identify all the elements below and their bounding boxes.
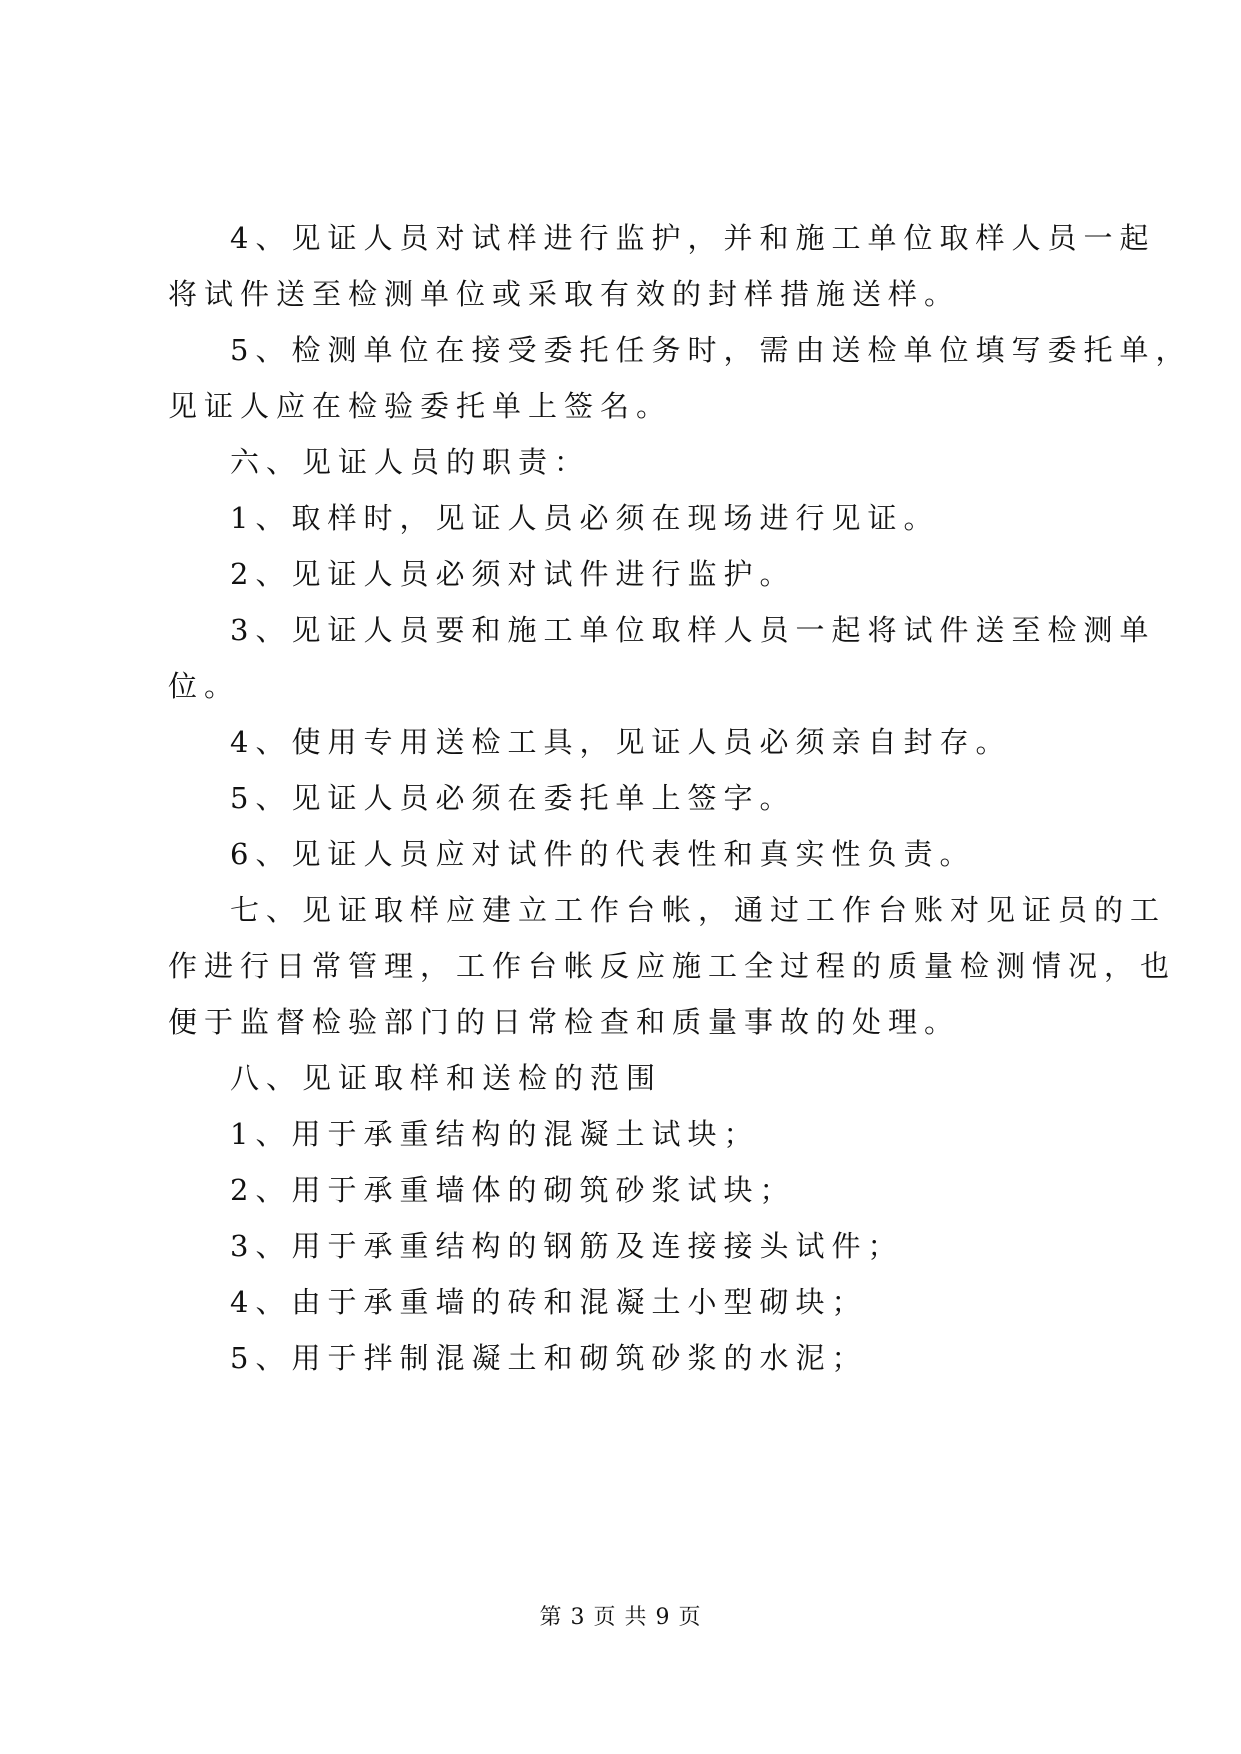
list-item: 1、用于承重结构的混凝土试块；: [230, 1117, 760, 1151]
paragraph-line: 5、检测单位在接受委托任务时，需由送检单位填写委托单，: [230, 333, 1192, 367]
paragraph-line: 1、取样时，见证人员必须在现场进行见证。: [230, 501, 940, 535]
paragraph-line: 4、见证人员对试样进行监护，并和施工单位取样人员一起: [230, 221, 1156, 255]
paragraph-line: 3、见证人员要和施工单位取样人员一起将试件送至检测单: [230, 613, 1156, 647]
paragraph-line: 5、见证人员必须在委托单上签字。: [230, 781, 796, 815]
paragraph-line: 4、使用专用送检工具，见证人员必须亲自封存。: [230, 725, 1012, 759]
paragraph-line: 2、见证人员必须对试件进行监护。: [230, 557, 796, 591]
paragraph-line: 作进行日常管理，工作台帐反应施工全过程的质量检测情况，也: [168, 949, 1177, 983]
list-item: 4、由于承重墙的砖和混凝土小型砌块；: [230, 1285, 868, 1319]
paragraph-line: 位。: [168, 669, 241, 703]
paragraph-line: 6、见证人员应对试件的代表性和真实性负责。: [230, 837, 976, 871]
paragraph-line: 七、见证取样应建立工作台帐，通过工作台账对见证员的工: [230, 893, 1167, 927]
paragraph-line: 将试件送至检测单位或采取有效的封样措施送样。: [168, 277, 961, 311]
list-item: 5、用于拌制混凝土和砌筑砂浆的水泥；: [230, 1341, 868, 1375]
page-footer: 第 3 页 共 9 页: [539, 1605, 702, 1630]
section-heading: 六、见证人员的职责：: [230, 445, 591, 479]
list-item: 3、用于承重结构的钢筋及连接接头试件；: [230, 1229, 904, 1263]
section-heading: 八、见证取样和送检的范围: [230, 1061, 663, 1095]
paragraph-line: 见证人应在检验委托单上签名。: [168, 389, 673, 423]
list-item: 2、用于承重墙体的砌筑砂浆试块；: [230, 1173, 796, 1207]
paragraph-line: 便于监督检验部门的日常检查和质量事故的处理。: [168, 1005, 961, 1039]
